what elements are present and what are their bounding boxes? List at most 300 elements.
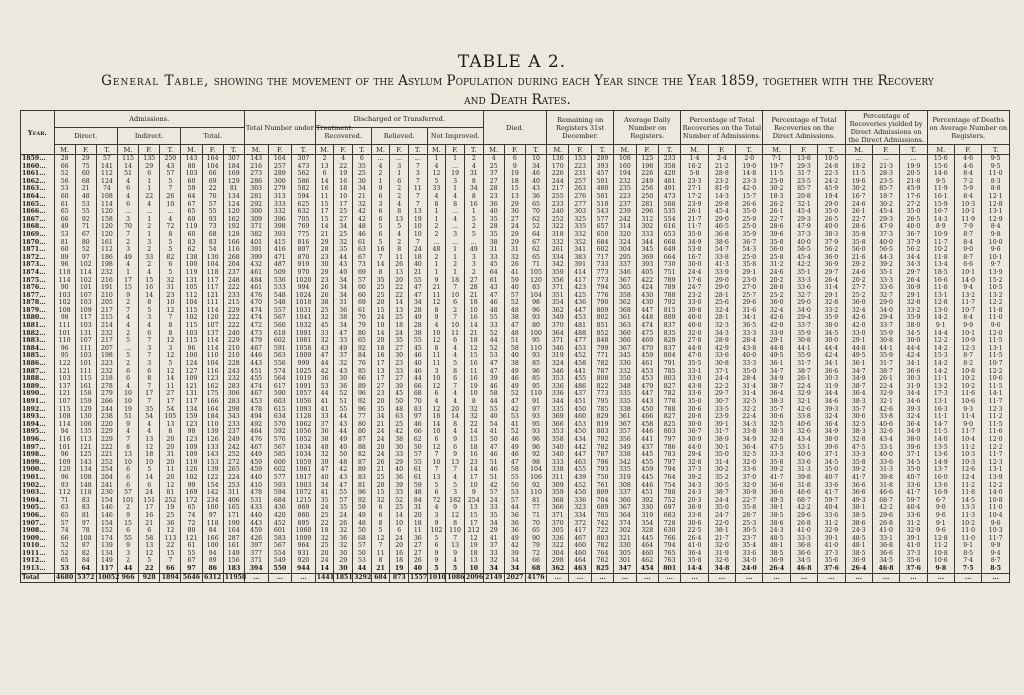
table-cell: 92: [525, 482, 546, 490]
table-cell: 11·5: [982, 337, 1010, 345]
table-cell: 46·6: [872, 489, 899, 497]
total-cell: ...: [872, 573, 899, 582]
sex-header-f: F.: [139, 145, 160, 155]
table-cell: 341: [569, 246, 591, 254]
table-cell: 35·9: [872, 352, 899, 360]
table-cell: 81: [525, 497, 546, 505]
table-cell: 96: [54, 345, 75, 353]
table-cell: 30·8: [708, 360, 735, 368]
table-cell: 11·4: [954, 413, 981, 421]
table-cell: 38·1: [763, 504, 790, 512]
table-cell: 50: [353, 550, 372, 558]
table-cell: 46·8: [790, 565, 817, 573]
table-cell: 370: [547, 520, 569, 528]
table-cell: 29: [504, 239, 525, 247]
table-cell: 59·7: [818, 497, 845, 505]
table-cell: 49: [408, 314, 427, 322]
table-cell: 48·5: [845, 535, 872, 543]
table-cell: 306: [223, 390, 244, 398]
table-cell: 14·0: [927, 436, 954, 444]
table-cell: 4: [390, 201, 409, 209]
table-cell: 33·6: [790, 459, 817, 467]
table-cell: 763: [658, 557, 680, 565]
table-cell: 92: [353, 497, 372, 505]
table-cell: 22·3: [818, 170, 845, 178]
table-cell: 42: [504, 406, 525, 414]
table-cell: 369: [636, 254, 658, 262]
table-cell: 222: [223, 314, 244, 322]
table-cell: 58: [504, 345, 525, 353]
table-cell: 4: [427, 398, 446, 406]
table-cell: 35·8: [736, 504, 763, 512]
table-cell: 792: [591, 436, 613, 444]
table-cell: 451: [636, 489, 658, 497]
table-cell: 244: [96, 406, 117, 414]
table-cell: 22: [139, 565, 160, 573]
table-cell: 13: [408, 208, 427, 216]
table-cell: 32·5: [763, 421, 790, 429]
table-cell: 362: [547, 307, 569, 315]
table-cell: 481: [658, 178, 680, 186]
table-cell: 214: [96, 322, 117, 330]
table-cell: 61: [408, 466, 427, 474]
table-cell: 12: [427, 337, 446, 345]
table-cell: 30·8: [872, 337, 899, 345]
table-cell: 4: [390, 231, 409, 239]
table-cell: 9·4: [982, 550, 1010, 558]
table-cell: 30: [390, 352, 409, 360]
table-cell: 6: [353, 155, 372, 163]
table-cell: 77: [353, 413, 372, 421]
table-cell: 34·7: [845, 368, 872, 376]
table-cell: 35·9: [736, 231, 763, 239]
year-cell: 1885...: [21, 352, 55, 360]
table-cell: 129: [223, 178, 244, 186]
table-cell: 44·8: [845, 345, 872, 353]
table-cell: 1: [427, 261, 446, 269]
table-cell: 34: [504, 557, 525, 565]
table-cell: 38·7: [845, 383, 872, 391]
table-cell: 450: [569, 406, 591, 414]
table-cell: 130: [202, 254, 223, 262]
table-cell: 33·1: [681, 368, 708, 376]
table-cell: 455: [244, 375, 268, 383]
table-cell: 34·3: [708, 330, 735, 338]
table-cell: 852: [591, 330, 613, 338]
table-cell: 33·6: [872, 459, 899, 467]
table-cell: 809: [658, 314, 680, 322]
table-cell: 32: [353, 201, 372, 209]
table-cell: 35·0: [818, 466, 845, 474]
year-cell: 1892...: [21, 406, 55, 414]
table-cell: 40: [334, 444, 353, 452]
table-cell: 45·9: [818, 185, 845, 193]
table-cell: 6: [118, 368, 139, 376]
table-cell: 5: [160, 360, 181, 368]
table-cell: 34: [334, 322, 353, 330]
table-cell: 42: [353, 216, 372, 224]
table-cell: 156: [223, 557, 244, 565]
table-cell: 48: [334, 459, 353, 467]
table-cell: 51: [334, 398, 353, 406]
table-cell: ...: [408, 155, 427, 163]
table-cell: 52: [75, 246, 96, 254]
table-cell: 57: [504, 292, 525, 300]
table-cell: 44: [334, 428, 353, 436]
table-cell: 23: [483, 193, 504, 201]
table-cell: 24·7: [708, 512, 735, 520]
table-cell: 775: [292, 231, 316, 239]
table-row: [21, 368, 1010, 376]
total-cell: 928: [139, 573, 160, 582]
table-cell: 463: [569, 565, 591, 573]
table-cell: 35·0: [900, 466, 927, 474]
table-row: [21, 428, 1010, 436]
table-cell: 43·4: [790, 436, 817, 444]
table-cell: 14: [371, 330, 390, 338]
table-cell: 1056: [292, 398, 316, 406]
table-cell: 447: [569, 307, 591, 315]
table-cell: 268: [223, 254, 244, 262]
table-cell: 38·1: [708, 527, 735, 535]
table-cell: 21: [371, 421, 390, 429]
table-cell: 34·3: [681, 482, 708, 490]
table-cell: 47·9: [872, 223, 899, 231]
year-cell: 1887...: [21, 368, 55, 376]
table-cell: 7: [139, 337, 160, 345]
table-cell: 424: [636, 284, 658, 292]
table-cell: 4: [446, 216, 465, 224]
table-cell: 3: [139, 345, 160, 353]
table-cell: 33·6: [736, 550, 763, 558]
year-header: Year.: [21, 111, 55, 155]
table-row: [21, 201, 1010, 209]
table-cell: 34·8: [708, 565, 735, 573]
year-cell: 1894...: [21, 421, 55, 429]
table-cell: 300: [244, 208, 268, 216]
table-cell: 242: [223, 444, 244, 452]
table-cell: 8·4: [954, 239, 981, 247]
table-cell: 1009: [292, 535, 316, 543]
table-cell: 5: [427, 178, 446, 186]
table-cell: 41: [483, 535, 504, 543]
table-cell: 40·4: [900, 504, 927, 512]
table-cell: 12·8: [927, 535, 954, 543]
table-row: [21, 360, 1010, 368]
table-cell: 364: [547, 330, 569, 338]
table-cell: 52: [54, 170, 75, 178]
table-cell: 30·5: [708, 482, 735, 490]
table-cell: 18: [390, 557, 409, 565]
table-cell: 110: [54, 337, 75, 345]
table-cell: 66: [202, 170, 223, 178]
table-cell: 6: [139, 368, 160, 376]
table-row: [21, 314, 1010, 322]
table-cell: 14: [464, 466, 483, 474]
table-cell: 9·1: [954, 542, 981, 550]
table-cell: 32: [464, 413, 483, 421]
table-cell: ...: [118, 345, 139, 353]
table-cell: 32·6: [790, 428, 817, 436]
table-cell: 32·1: [790, 398, 817, 406]
table-cell: 229: [96, 428, 117, 436]
table-cell: 116: [202, 368, 223, 376]
total-cell: 1010: [428, 573, 446, 581]
table-cell: 307: [223, 155, 244, 163]
table-cell: 14: [446, 413, 465, 421]
table-cell: 602: [268, 337, 292, 345]
table-cell: 121: [54, 390, 75, 398]
table-cell: 20·2: [845, 277, 872, 285]
table-cell: 55: [181, 550, 202, 558]
table-cell: 241: [96, 482, 117, 490]
table-row: [21, 239, 1010, 247]
table-cell: 72: [427, 497, 446, 505]
table-cell: 16: [390, 550, 409, 558]
table-cell: 164: [268, 155, 292, 163]
table-cell: 24·6: [845, 269, 872, 277]
table-cell: 37·1: [818, 451, 845, 459]
table-cell: 38·3: [818, 231, 845, 239]
table-cell: 944: [292, 565, 316, 573]
table-cell: 8: [160, 231, 181, 239]
table-cell: 35·9: [900, 314, 927, 322]
table-cell: 42·4: [818, 352, 845, 360]
table-cell: 3: [160, 345, 181, 353]
table-cell: 7: [408, 201, 427, 209]
table-cell: 215: [96, 314, 117, 322]
year-cell: 1879...: [21, 307, 55, 315]
table-cell: 16: [371, 246, 390, 254]
table-cell: 9·6: [982, 520, 1010, 528]
table-cell: 49: [504, 535, 525, 543]
table-cell: 305: [547, 527, 569, 535]
table-cell: 1072: [292, 489, 316, 497]
table-cell: 25: [353, 170, 372, 178]
table-cell: 336: [547, 535, 569, 543]
table-cell: 10: [139, 459, 160, 467]
table-cell: 105: [181, 284, 202, 292]
table-cell: 8: [160, 330, 181, 338]
table-cell: 46: [483, 451, 504, 459]
table-cell: 18: [371, 345, 390, 353]
table-cell: 35·9: [790, 352, 817, 360]
table-cell: 55: [504, 474, 525, 482]
table-cell: 281: [636, 201, 658, 209]
table-cell: 20: [160, 436, 181, 444]
table-cell: 68: [202, 231, 223, 239]
table-cell: 457: [591, 170, 613, 178]
table-cell: 97: [75, 520, 96, 528]
table-cell: 31·9: [900, 383, 927, 391]
total-cell: ...: [658, 573, 680, 582]
table-row: [21, 398, 1010, 406]
table-row: [21, 170, 1010, 178]
table-cell: 964: [292, 542, 316, 550]
table-cell: 40·0: [681, 314, 708, 322]
table-cell: 19: [390, 565, 409, 573]
table-cell: 55: [334, 489, 353, 497]
table-cell: 782: [591, 444, 613, 452]
year-cell: 1903...: [21, 489, 55, 497]
table-cell: 21: [75, 185, 96, 193]
table-cell: 20·5: [900, 170, 927, 178]
total-cell: ...: [292, 573, 316, 582]
table-cell: 8: [139, 375, 160, 383]
table-cell: 30: [315, 261, 334, 269]
table-cell: 25: [390, 314, 409, 322]
table-cell: 60: [181, 178, 202, 186]
table-cell: 19: [446, 170, 465, 178]
table-cell: 53: [75, 201, 96, 209]
table-cell: 761: [591, 482, 613, 490]
table-cell: 20: [446, 406, 465, 414]
table-cell: 11·3: [954, 512, 981, 520]
table-row: [21, 550, 1010, 558]
total-label: Total: [21, 573, 55, 582]
sex-header-f: F.: [872, 145, 899, 155]
table-cell: 14·2: [927, 345, 954, 353]
table-cell: 25: [371, 474, 390, 482]
table-cell: 16·9: [927, 489, 954, 497]
table-cell: 36: [483, 201, 504, 209]
table-cell: 27: [504, 216, 525, 224]
table-cell: 1032: [292, 322, 316, 330]
total-cell: ...: [569, 573, 591, 582]
total-cell: 4176: [527, 573, 545, 581]
table-cell: 455: [636, 459, 658, 467]
table-cell: 13·2: [954, 292, 981, 300]
table-cell: 29·1: [736, 269, 763, 277]
table-cell: 83: [202, 239, 223, 247]
table-cell: 29·2: [845, 261, 872, 269]
table-cell: 120: [96, 223, 117, 231]
table-cell: 15·3: [927, 352, 954, 360]
table-cell: 304: [614, 246, 636, 254]
table-cell: 40: [408, 565, 427, 573]
sex-header-t: T.: [982, 145, 1010, 155]
discharged-header: Discharged or Transferred.: [315, 111, 483, 128]
table-cell: 4: [427, 193, 446, 201]
table-cell: 14·5: [954, 497, 981, 505]
table-cell: 53: [54, 565, 75, 573]
table-cell: 35: [483, 231, 504, 239]
table-cell: 1034: [292, 444, 316, 452]
table-cell: 171: [223, 512, 244, 520]
year-cell: 1886...: [21, 360, 55, 368]
table-cell: 13·5: [927, 444, 954, 452]
table-cell: 16: [464, 314, 483, 322]
table-cell: 11: [427, 360, 446, 368]
table-cell: 790: [591, 299, 613, 307]
table-cell: 115: [118, 155, 139, 163]
table-cell: 159: [181, 413, 202, 421]
table-cell: 43: [334, 421, 353, 429]
table-cell: 484: [244, 277, 268, 285]
table-cell: 43: [315, 345, 334, 353]
table-row: [21, 345, 1010, 353]
year-cell: 1883...: [21, 337, 55, 345]
table-cell: 11·5: [982, 383, 1010, 391]
table-cell: 16: [334, 178, 353, 186]
table-cell: 458: [569, 360, 591, 368]
table-cell: 3: [118, 550, 139, 558]
table-cell: 80: [525, 322, 546, 330]
table-cell: 15·7: [736, 193, 763, 201]
table-row: [21, 223, 1010, 231]
table-cell: 250: [636, 193, 658, 201]
table-cell: 60: [54, 193, 75, 201]
table-cell: 47: [408, 292, 427, 300]
year-cell: 1875...: [21, 277, 55, 285]
total-cell: ...: [708, 573, 735, 582]
sex-header-f: F.: [202, 145, 223, 155]
table-cell: 24: [504, 223, 525, 231]
table-cell: 66: [54, 535, 75, 543]
year-cell: 1912...: [21, 557, 55, 565]
table-cell: 84: [353, 352, 372, 360]
table-cell: 33·7: [790, 322, 817, 330]
table-cell: 34·6: [818, 398, 845, 406]
table-cell: 96: [181, 345, 202, 353]
table-cell: 31·4: [736, 383, 763, 391]
table-cell: 222: [223, 284, 244, 292]
table-cell: 42·9: [708, 345, 735, 353]
remaining-header: Remaining on Registers 31st December.: [547, 111, 614, 145]
table-cell: 289: [591, 155, 613, 163]
table-cell: 23·3: [736, 178, 763, 186]
table-cell: 10: [427, 428, 446, 436]
table-cell: 47: [334, 482, 353, 490]
table-cell: 6·7: [927, 497, 954, 505]
table-cell: 19·4: [818, 193, 845, 201]
table-cell: 44·3: [872, 254, 899, 262]
table-cell: 785: [658, 368, 680, 376]
table-cell: 32: [315, 337, 334, 345]
table-cell: 510: [591, 201, 613, 209]
table-cell: 10: [464, 482, 483, 490]
table-cell: 47: [483, 292, 504, 300]
table-cell: 25: [483, 163, 504, 171]
table-cell: 36·0: [845, 299, 872, 307]
table-cell: 52: [504, 390, 525, 398]
table-cell: 377: [244, 550, 268, 558]
table-cell: 449: [244, 451, 268, 459]
relieved-header: Relieved.: [371, 128, 427, 145]
table-cell: 66: [408, 428, 427, 436]
table-cell: 95: [525, 421, 546, 429]
table-cell: 12: [464, 535, 483, 543]
table-cell: 12·4: [954, 474, 981, 482]
table-cell: 5·8: [681, 170, 708, 178]
table-cell: 130: [75, 413, 96, 421]
table-cell: 34·3: [736, 421, 763, 429]
total-cell: ...: [900, 573, 927, 582]
table-cell: 44: [483, 337, 504, 345]
table-cell: 10·4: [982, 512, 1010, 520]
table-cell: 27: [408, 542, 427, 550]
table-cell: 12·8: [927, 299, 954, 307]
table-cell: 21: [371, 466, 390, 474]
table-cell: 120: [54, 466, 75, 474]
table-cell: 92: [353, 345, 372, 353]
table-cell: 65: [54, 557, 75, 565]
table-cell: 25: [390, 504, 409, 512]
table-cell: 96: [54, 261, 75, 269]
table-cell: 4: [118, 193, 139, 201]
table-cell: 570: [268, 421, 292, 429]
table-cell: 4: [118, 322, 139, 330]
